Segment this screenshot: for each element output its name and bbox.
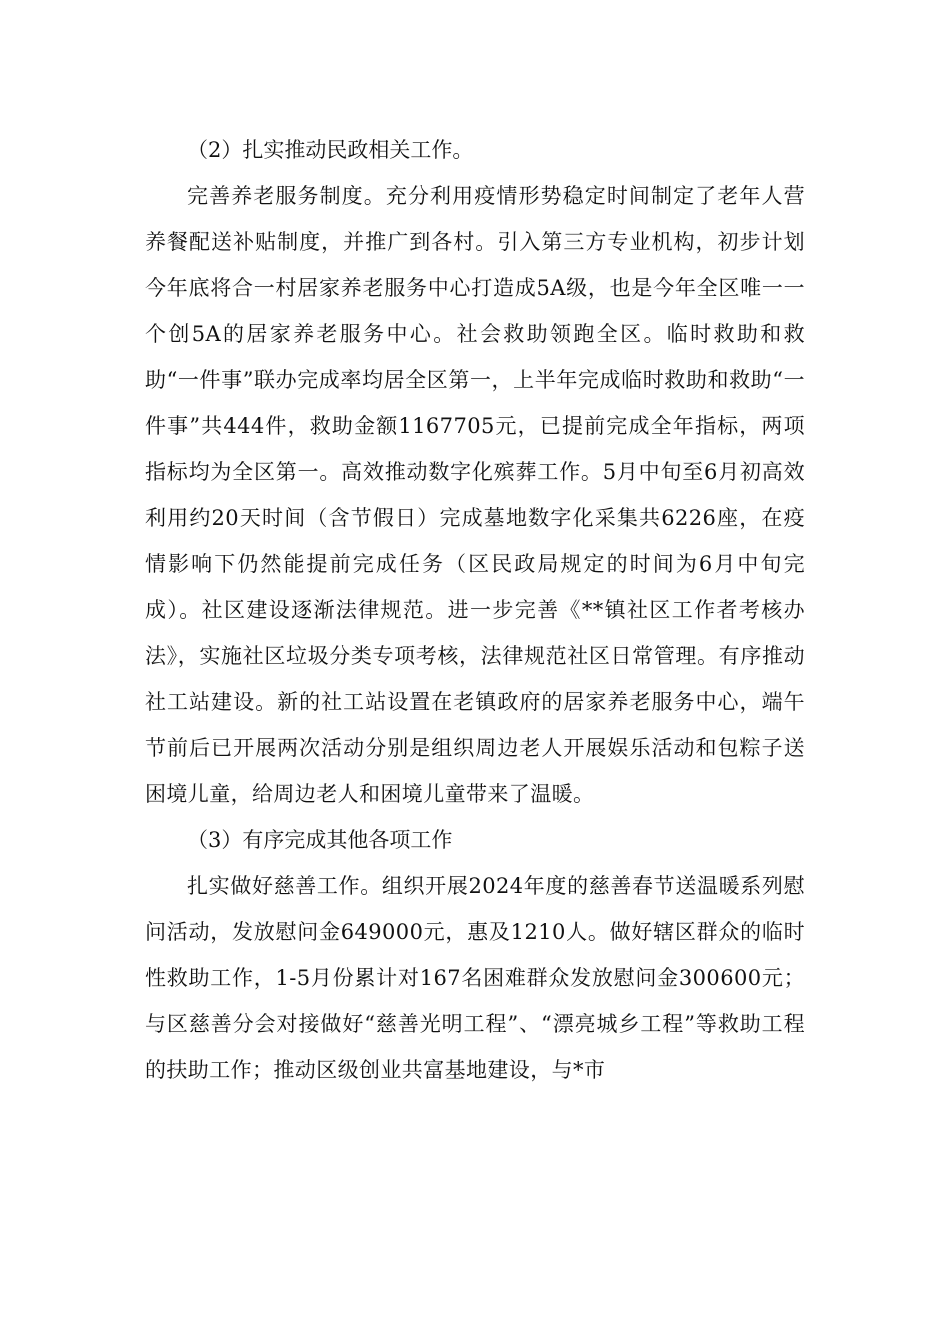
section-2-paragraph: 完善养老服务制度。充分利用疫情形势稳定时间制定了老年人营养餐配送补贴制度，并推广到各村。引入第三方专业机构，初步计划今年底将合一村居家养老服务中心打造成5A级，也是今年全区唯一一个创5A的居家养老服务中心。社会救助领跑全区。临时救助和救助“一件事”联办完成率均居全区第一，上半年完成临时救助和救助“一件事”共444件，救助金额1167705元，已提前完成全年指标，两项指标均为全区第一。高效推动数字化殡葬工作。5月中旬至6月初高效利用约20天时间（含节假日）完成墓地数字化采集共6226座，在疫情影响下仍然能提前完成任务（区民政局规定的时间为6月中旬完成）。社区建设逐渐法律规范。进一步完善《**镇社区工作者考核办法》，实施社区垃圾分类专项考核，法律规范社区日常管理。有序推动社工站建设。新的社工站设置在老镇政府的居家养老服务中心，端午节前后已开展两次活动分别是组织周边老人开展娱乐活动和包粽子送困境儿童，给周边老人和困境儿童带来了温暖。 (145, 184, 805, 806)
section-2-heading: （2）扎实推动民政相关工作。 (187, 138, 474, 162)
document-body (145, 127, 805, 1093)
section-3-paragraph: 扎实做好慈善工作。组织开展2024年度的慈善春节送温暖系列慰问活动，发放慰问金649000元，惠及1210人。做好辖区群众的临时性救助工作，1-5月份累计对167名困难群众发放慰问金300600元；与区慈善分会对接做好“慈善光明工程”、“漂亮城乡工程”等救助工程的扶助工作；推动区级创业共富基地建设，与*市 (145, 874, 805, 1082)
section-3-heading: （3）有序完成其他各项工作 (187, 828, 453, 852)
